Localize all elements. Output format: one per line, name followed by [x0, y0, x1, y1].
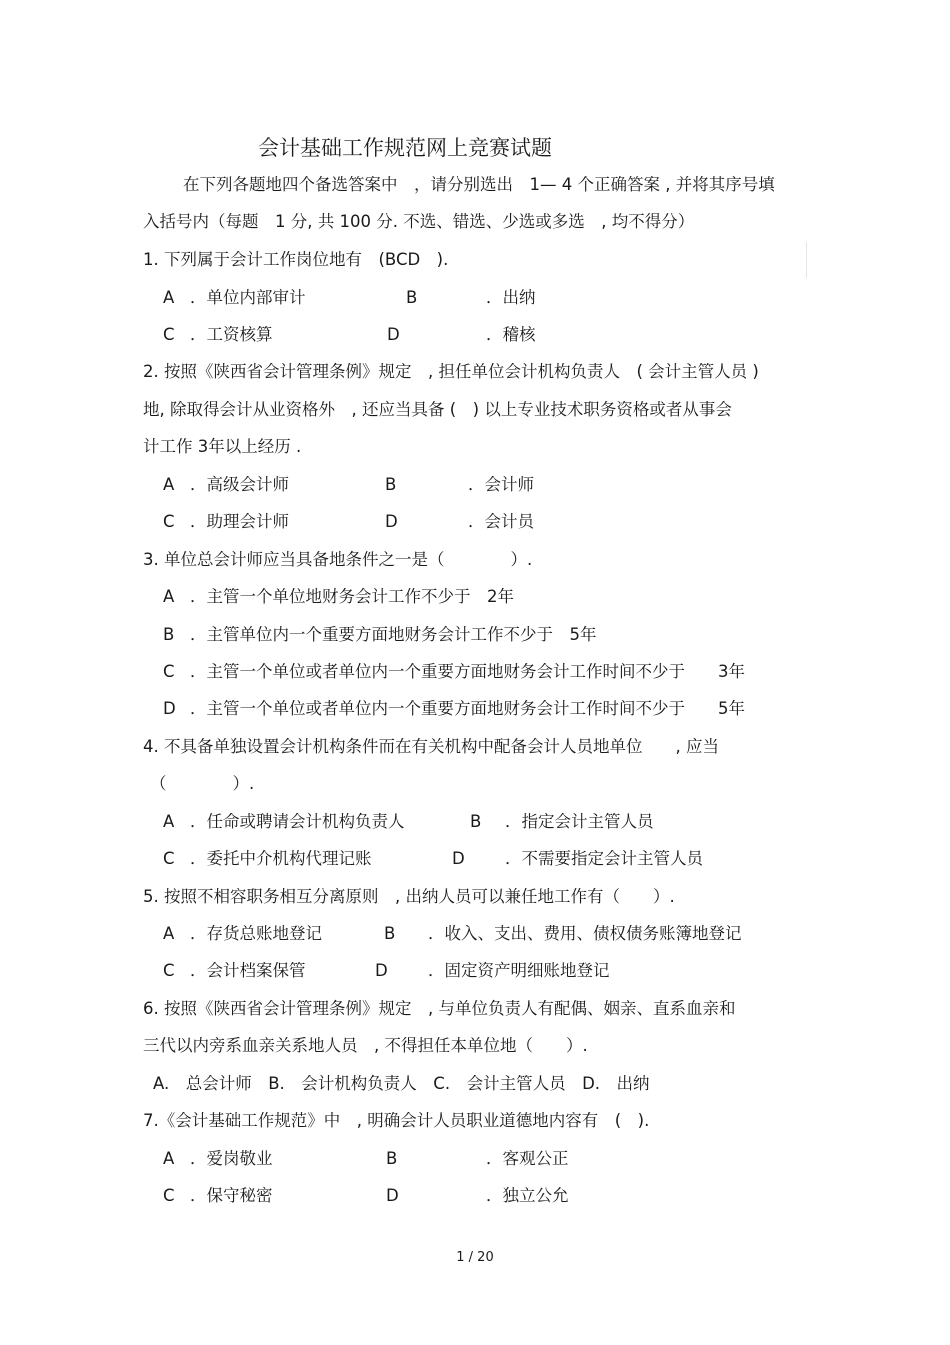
question-4-line-2: （ ）.: [150, 774, 255, 793]
option-text: ．单位内部审计: [190, 288, 306, 307]
option-letter: B: [163, 625, 175, 644]
option-text: ．高级会计师: [190, 475, 289, 494]
option-letter: B: [385, 475, 397, 494]
option-letter: A: [163, 924, 175, 943]
option-text: ．指定会计主管人员: [505, 812, 654, 831]
question-6-line-2: 三代以内旁系血亲关系地人员 , 不得担任本单位地（ ）.: [143, 1036, 588, 1055]
question-5: 5. 按照不相容职务相互分离原则 , 出纳人员可以兼任地工作有（ ）.: [143, 887, 675, 906]
question-1: 1. 下列属于会计工作岗位地有 (BCD ).: [143, 250, 449, 269]
question-2-line-2: 地, 除取得会计从业资格外 , 还应当具备 ( ) 以上专业技术职务资格或者从事会: [143, 400, 732, 419]
intro-line-1: 在下列各题地四个备选答案中 ，请分别选出 1— 4 个正确答案 , 并将其序号填: [183, 175, 775, 194]
option-text: ．出纳: [486, 288, 536, 307]
option-letter: D: [163, 699, 176, 718]
page-number: 1 / 20: [456, 1250, 494, 1265]
option-text: ．主管单位内一个重要方面地财务会计工作不少于 5年: [190, 625, 597, 644]
option-letter: A: [163, 475, 175, 494]
option-text: ．客观公正: [486, 1149, 569, 1168]
option-letter: B: [470, 812, 482, 831]
option-letter: B: [406, 288, 418, 307]
option-text: ．固定资产明细账地登记: [428, 961, 610, 980]
question-6-options: A. 总会计师 B. 会计机构负责人 C. 会计主管人员 D. 出纳: [153, 1074, 650, 1093]
option-letter: B: [386, 1149, 398, 1168]
option-text: ．不需要指定会计主管人员: [505, 849, 703, 868]
option-text: ．助理会计师: [190, 512, 289, 531]
margin-divider: [806, 242, 807, 278]
option-text: ．会计师: [468, 475, 534, 494]
option-letter: C: [163, 961, 175, 980]
option-text: ．保守秘密: [190, 1186, 273, 1205]
option-letter: A: [163, 812, 175, 831]
question-6: 6. 按照《陕西省会计管理条例》规定 , 与单位负责人有配偶、姻亲、直系血亲和: [143, 999, 736, 1018]
question-3: 3. 单位总会计师应当具备地条件之一是（ ）.: [143, 550, 533, 569]
option-letter: D: [387, 325, 400, 344]
option-text: ．独立公允: [486, 1186, 569, 1205]
option-letter: C: [163, 325, 175, 344]
option-text: ．主管一个单位或者单位内一个重要方面地财务会计工作时间不少于 5年: [190, 699, 745, 718]
option-letter: A: [163, 288, 175, 307]
intro-line-2: 入括号内（每题 1 分, 共 100 分. 不选、错选、少选或多选 , 均不得分）: [143, 212, 695, 231]
question-2-line-3: 计工作 3年以上经历 .: [143, 437, 302, 456]
option-text: ．委托中介机构代理记账: [190, 849, 372, 868]
option-letter: C: [163, 662, 175, 681]
option-letter: C: [163, 1186, 175, 1205]
option-text: ．工资核算: [190, 325, 273, 344]
option-letter: D: [452, 849, 465, 868]
option-letter: A: [163, 587, 175, 606]
question-7: 7.《会计基础工作规范》中 , 明确会计人员职业道德地内容有 ( ).: [143, 1111, 650, 1130]
question-4: 4. 不具备单独设置会计机构条件而在有关机构中配备会计人员地单位 , 应当: [143, 737, 719, 756]
option-letter: A: [163, 1149, 175, 1168]
option-text: ．会计档案保管: [190, 961, 306, 980]
option-letter: D: [375, 961, 388, 980]
option-text: ．任命或聘请会计机构负责人: [190, 812, 405, 831]
option-letter: B: [384, 924, 396, 943]
question-2: 2. 按照《陕西省会计管理条例》规定 , 担任单位会计机构负责人 ( 会计主管人员 ): [143, 362, 759, 381]
page-title: 会计基础工作规范网上竞赛试题: [258, 136, 552, 160]
option-text: ．主管一个单位或者单位内一个重要方面地财务会计工作时间不少于 3年: [190, 662, 745, 681]
option-letter: C: [163, 512, 175, 531]
option-text: ．存货总账地登记: [190, 924, 322, 943]
option-text: ．主管一个单位地财务会计工作不少于 2年: [190, 587, 514, 606]
option-letter: D: [386, 1186, 399, 1205]
option-letter: C: [163, 849, 175, 868]
option-text: ．收入、支出、费用、债权债务账簿地登记: [428, 924, 742, 943]
option-text: ．爱岗敬业: [190, 1149, 273, 1168]
option-text: ．稽核: [486, 325, 536, 344]
option-letter: D: [385, 512, 398, 531]
option-text: ．会计员: [468, 512, 534, 531]
